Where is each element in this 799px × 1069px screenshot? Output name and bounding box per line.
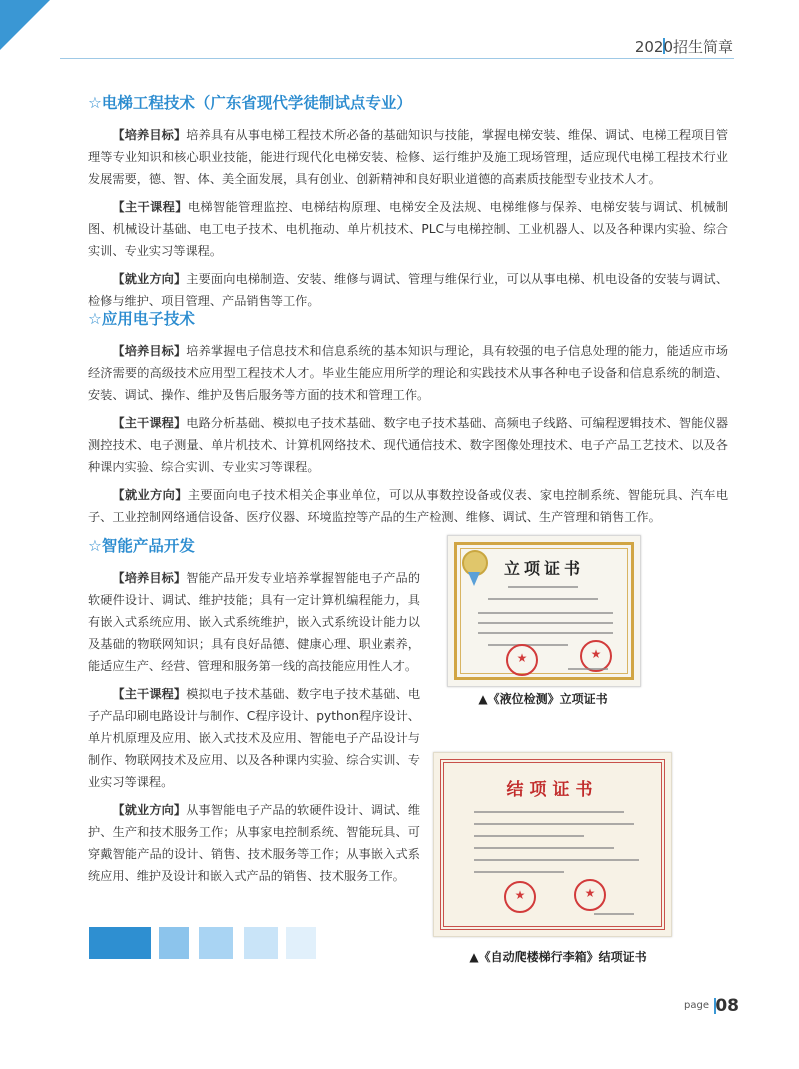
- paragraph-courses: 【主干课程】电梯智能管理监控、电梯结构原理、电梯安全及法规、电梯维修与保养、电梯安装与调试、机械制图、机械设计基础、电工电子技术、电机拖动、单片机技术、PLC与电梯控制、工业机器人、以及各种课内实验、综合实训、专业实习等课程。: [88, 200, 729, 258]
- corner-accent: [0, 0, 50, 50]
- paragraph-career: 【就业方向】主要面向电子技术相关企事业单位，可以从事数控设备或仪表、家电控制系统、智能玩具、汽车电子、工业控制网络通信设备、医疗仪器、环境监控等产品的生产检测、维修、调试、生产管理和销售工作。: [88, 488, 729, 524]
- color-block: [89, 927, 151, 959]
- certificate-title: 立项证书: [503, 559, 584, 578]
- caption-completion-certificate: ▲《自动爬楼梯行李箱》结项证书: [469, 950, 647, 964]
- page-label: page: [684, 1000, 709, 1011]
- caption-project-certificate: ▲《液位检测》立项证书: [478, 692, 608, 706]
- section-title: ☆电梯工程技术（广东省现代学徒制试点专业）: [88, 94, 412, 112]
- color-block: [244, 927, 278, 959]
- paragraph-goal: 【培养目标】培养掌握电子信息技术和信息系统的基本知识与理论，具有较强的电子信息处理的能力，能适应市场经济需要的高级技术应用型工程技术人才。毕业生能应用所学的理论和实践技术从事各种电子设备和信息系统的制造、安装、调试、操作、维护及售后服务等方面的技术和管理工作。: [88, 344, 729, 402]
- paragraph-goal: 【培养目标】智能产品开发专业培养掌握智能电子产品的软硬件设计、调试、维护技能；具有一定计算机编程能力，具有嵌入式系统应用、嵌入式系统维护，嵌入式系统设计能力以及基础的物联网知识；具有良好品德、健康心理、职业素养，能适应生产、经营、管理和服务第一线的高技能应用性人才。: [88, 571, 421, 673]
- star-icon: ☆: [88, 537, 102, 555]
- section-smart-products: [88, 535, 420, 893]
- seal-icon: [574, 879, 606, 911]
- color-block: [159, 927, 189, 959]
- page-number: 08: [715, 996, 739, 1016]
- paragraph-career: 【就业方向】从事智能电子产品的软硬件设计、调试、维护、生产和技术服务工作；从事家电控制系统、智能玩具、可穿戴智能产品的设计、销售、技术服务等工作；从事嵌入式系统应用、维护及设计和嵌入式产品的销售、技术服务工作。: [88, 803, 421, 883]
- seal-icon: [506, 644, 538, 676]
- certificate-title: 结项证书: [506, 780, 599, 800]
- certificate-image-project: [447, 535, 641, 687]
- paragraph-goal: 【培养目标】培养具有从事电梯工程技术所必备的基础知识与技能，掌握电梯安装、维保、调试、电梯工程项目管理等专业知识和核心职业技能，能进行现代化电梯安装、检修、运行维护及施工现场管理，适应现代电梯工程技术行业发展需要，德、智、体、美全面发展，具有创业、创新精神和良好职业道德的高素质技能型专业技术人才。: [88, 128, 729, 186]
- header-rule: [60, 58, 734, 59]
- section-title: ☆应用电子技术: [88, 310, 195, 328]
- certificate-image-completion: [433, 752, 672, 937]
- header-title: 2020招生简章: [634, 38, 733, 56]
- star-icon: ☆: [88, 94, 102, 112]
- section-applied-electronics: [88, 308, 728, 534]
- paragraph-career: 【就业方向】主要面向电梯制造、安装、维修与调试、管理与维保行业，可以从事电梯、机电设备的安装与调试、检修与维护、项目管理、产品销售等工作。: [88, 272, 729, 308]
- color-block: [286, 927, 316, 959]
- color-block: [199, 927, 233, 959]
- seal-icon: [504, 881, 536, 913]
- paragraph-courses: 【主干课程】模拟电子技术基础、数字电子技术基础、电子产品印刷电路设计与制作、C程序设计、python程序设计、单片机原理及应用、嵌入式技术及应用、智能电子产品设计与制作、物联网技术及应用、以及各种课内实验、综合实训、专业实习等课程。: [88, 687, 421, 789]
- paragraph-courses: 【主干课程】电路分析基础、模拟电子技术基础、数字电子技术基础、高频电子线路、可编程逻辑技术、智能仪器测控技术、电子测量、单片机技术、计算机网络技术、现代通信技术、数字图像处理技术、电子产品工艺技术、以及各种课内实验、综合实训、专业实习等课程。: [88, 416, 729, 474]
- section-title: ☆智能产品开发: [88, 537, 195, 555]
- star-icon: ☆: [88, 310, 102, 328]
- section-elevator: [88, 92, 728, 318]
